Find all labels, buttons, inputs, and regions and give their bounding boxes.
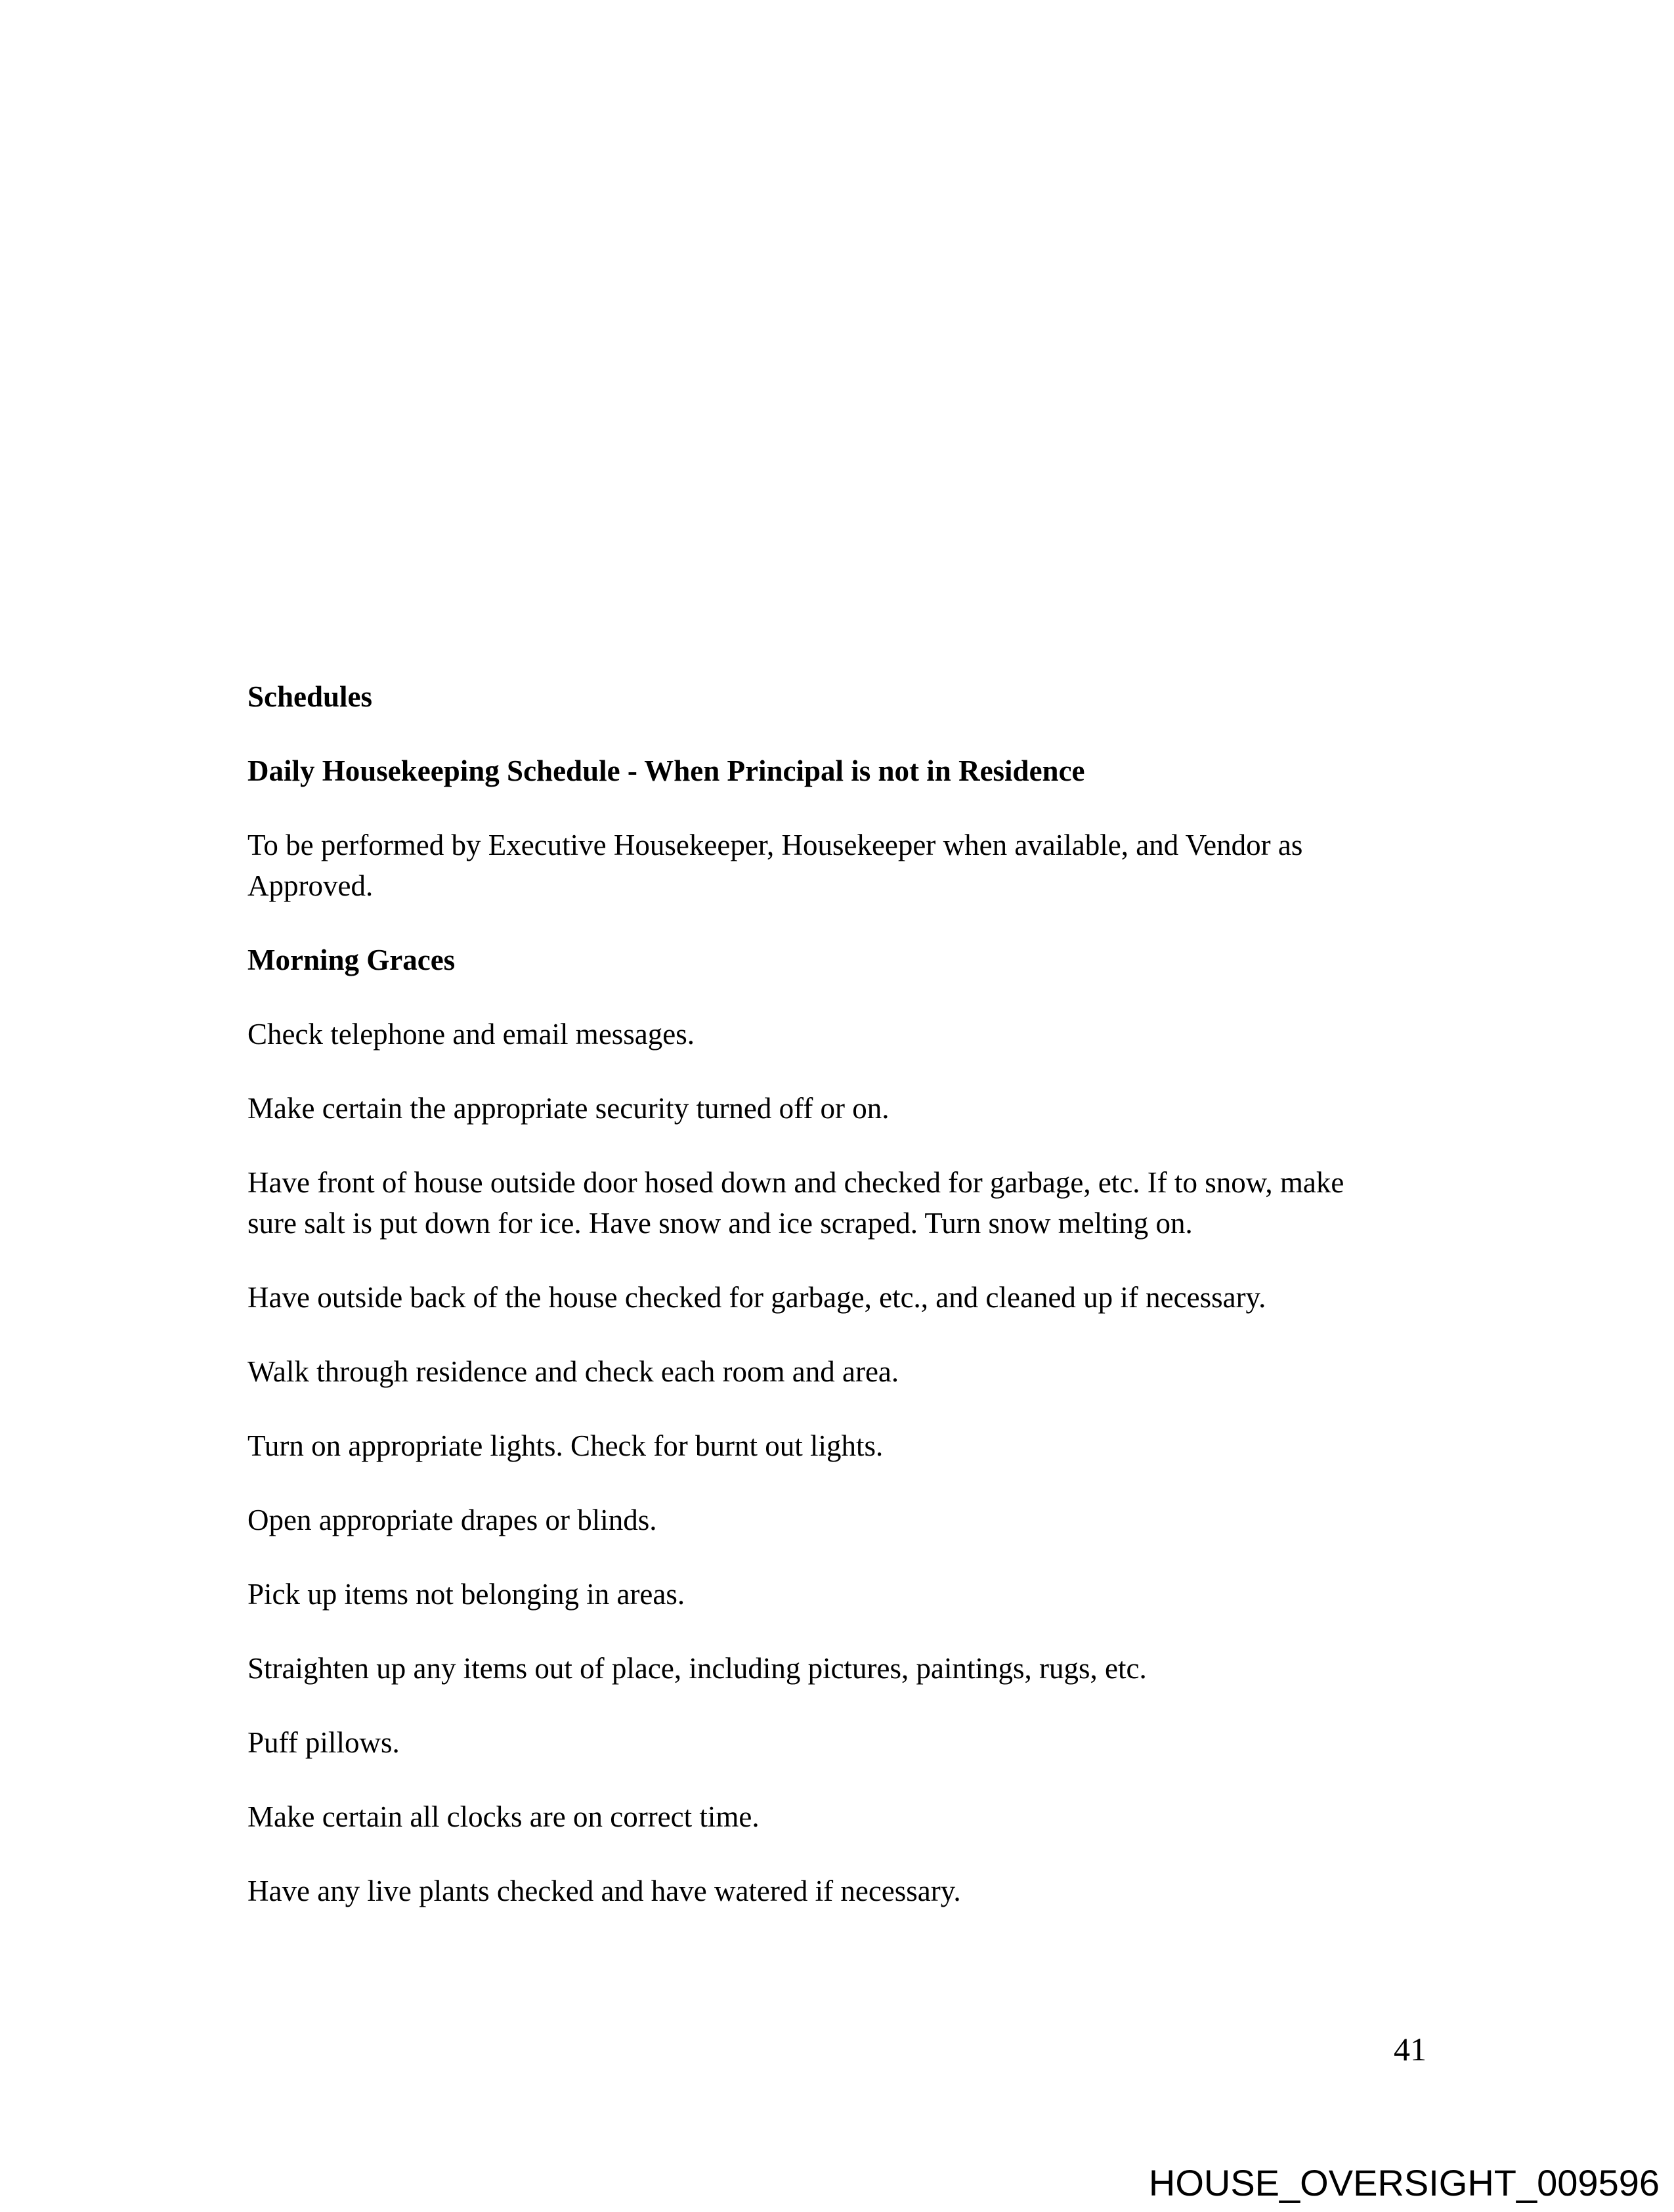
task-item: Check telephone and email messages. [247,1018,695,1051]
task-item: Puff pillows. [247,1726,400,1759]
page-number: 41 [1394,2031,1427,2068]
task-item: Open appropriate drapes or blinds. [247,1504,657,1536]
task-item: Have front of house outside door hosed down and checked for garbage, etc. If to snow, make sure salt is put down for ice. Have snow and ice scraped. Turn snow melting on. [247,1166,1344,1240]
bates-stamp: HOUSE_OVERSIGHT_009596 [1148,2162,1660,2203]
task-item: Make certain all clocks are on correct time. [247,1800,760,1833]
task-item: Make certain the appropriate security turned off or on. [247,1092,890,1125]
document-content [247,676,1400,1945]
task-item: Turn on appropriate lights. Check for burnt out lights. [247,1429,884,1462]
task-item: Walk through residence and check each room and area. [247,1355,899,1388]
subsection-heading: Morning Graces [247,943,456,976]
section-heading: Schedules [247,680,373,713]
task-item: Straighten up any items out of place, including pictures, paintings, rugs, etc. [247,1652,1147,1685]
schedule-title: Daily Housekeeping Schedule - When Principal is not in Residence [247,754,1085,787]
task-item: Have outside back of the house checked for garbage, etc., and cleaned up if necessary. [247,1281,1266,1314]
task-item: Have any live plants checked and have watered if necessary. [247,1875,961,1907]
intro-paragraph: To be performed by Executive Housekeeper, Housekeeper when available, and Vendor as Approved. [247,829,1303,902]
task-item: Pick up items not belonging in areas. [247,1578,685,1611]
